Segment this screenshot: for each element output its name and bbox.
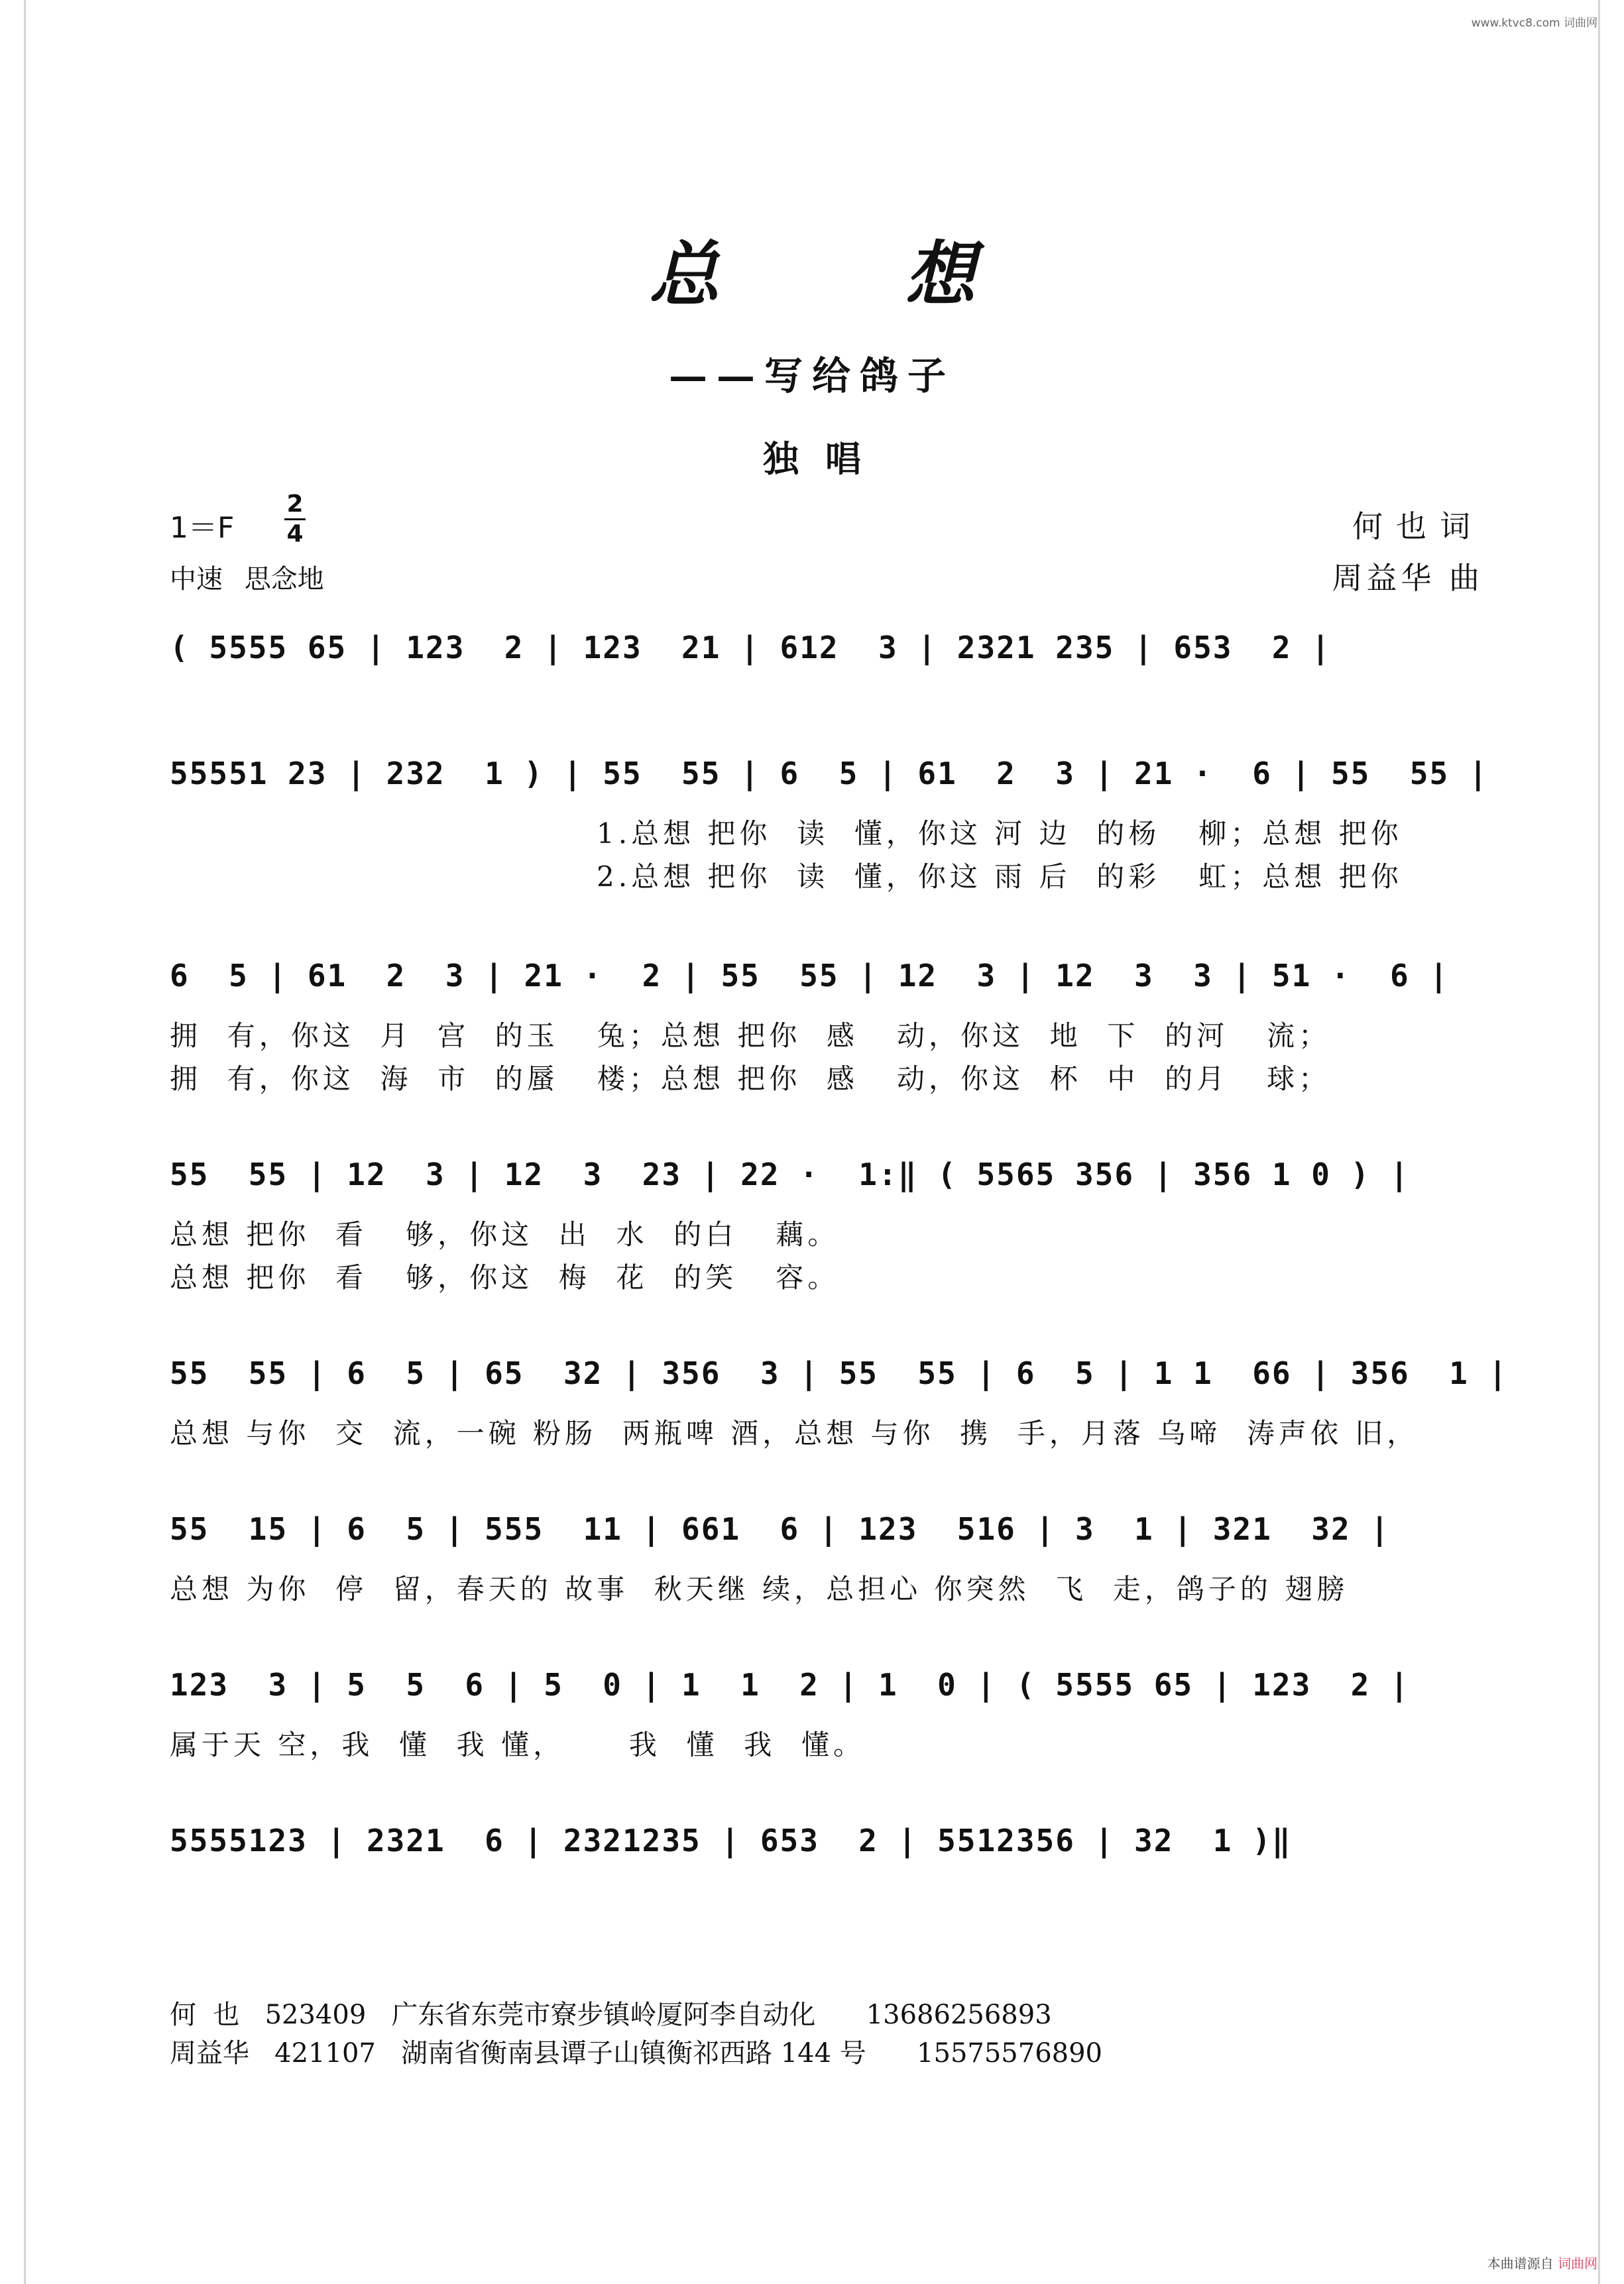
lyric-row-3-verse-2: 拥 有，你这 海 市 的蜃 楼；总想 把你 感 动，你这 杯 中 的月 球； <box>170 1062 1331 1095</box>
lyric-row-4-verse-2: 总想 把你 看 够，你这 梅 花 的笑 容。 <box>170 1261 840 1294</box>
score-row-4: 55 55 | 12 3 | 12 3 23 | 22 · 1:‖ ( 5565 356 | 356 1 0 ) | <box>170 1157 1410 1192</box>
lyric-row-2-verse-2: 2.总想 把你 读 懂，你这 雨 后 的彩 虹；总想 把你 <box>597 860 1403 893</box>
score-row-8: 5555123 | 2321 6 | 2321235 | 653 2 | 5512356 | 32 1 )‖ <box>170 1823 1292 1858</box>
contact-composer: 周益华 421107 湖南省衡南县谭子山镇衡祁西路 144 号 15575576890 <box>170 2038 1102 2069</box>
tempo-marking: 中速 思念地 <box>170 564 324 595</box>
footer-brand[interactable]: 词曲网 <box>1558 2255 1597 2271</box>
composer-credit: 周益华 曲 <box>1332 560 1483 596</box>
page-border <box>24 0 1600 2284</box>
time-signature-top: 2 <box>286 490 304 518</box>
lyric-row-4-verse-1: 总想 把你 看 够，你这 出 水 的白 藕。 <box>170 1218 840 1251</box>
time-signature <box>282 492 308 547</box>
source-footer[interactable] <box>1487 2253 1597 2272</box>
score-row-5: 55 55 | 6 5 | 65 32 | 356 3 | 55 55 | 6 5 | 1 1 66 | 356 1 | <box>170 1355 1509 1391</box>
footer-prefix: 本曲谱源自 <box>1487 2255 1554 2271</box>
key-signature: 1＝F <box>170 511 235 545</box>
score-row-2: 55551 23 | 232 1 ) | 55 55 | 6 5 | 61 2 3 | 21 · 6 | 55 55 | <box>170 756 1489 791</box>
score-row-1: ( 5555 65 | 123 2 | 123 21 | 612 3 | 2321 235 | 653 2 | <box>170 630 1331 665</box>
lyricist-credit: 何也词 <box>1352 508 1483 544</box>
song-subtitle: ——写给鸽子 <box>668 353 955 398</box>
lyric-row-2-verse-1: 1.总想 把你 读 懂，你这 河 边 的杨 柳；总想 把你 <box>597 817 1403 850</box>
left-margin-watermark <box>4 0 16 2284</box>
lyric-row-3-verse-1: 拥 有，你这 月 宫 的玉 兔；总想 把你 感 动，你这 地 下 的河 流； <box>170 1019 1331 1052</box>
lyric-row-6: 总想 为你 停 留，春天的 故事 秋天继 续，总担心 你突然 飞 走，鸽子的 翅膀 <box>170 1573 1349 1605</box>
score-row-6: 55 15 | 6 5 | 555 11 | 661 6 | 123 516 | 3 1 | 321 32 | <box>170 1511 1391 1547</box>
performance-type: 独唱 <box>763 437 888 480</box>
score-row-7: 123 3 | 5 5 6 | 5 0 | 1 1 2 | 1 0 | ( 5555 65 | 123 2 | <box>170 1667 1410 1703</box>
site-url-header[interactable]: www.ktvc8.com 词曲网 <box>1471 17 1597 30</box>
score-row-3: 6 5 | 61 2 3 | 21 · 2 | 55 55 | 12 3 | 12 3 3 | 51 · 6 | <box>170 958 1450 994</box>
lyric-row-5: 总想 与你 交 流，一碗 粉肠 两瓶啤 酒，总想 与你 携 手，月落 乌啼 涛声依 旧， <box>170 1417 1419 1450</box>
time-signature-bottom: 4 <box>286 520 304 547</box>
lyric-row-7: 属于天 空，我 懂 我 懂， 我 懂 我 懂。 <box>170 1729 865 1761</box>
contact-lyricist: 何 也 523409 广东省东莞市寮步镇岭厦阿李自动化 13686256893 <box>170 2000 1052 2030</box>
song-title: 总想 <box>649 233 1161 315</box>
right-margin-watermark <box>1608 0 1620 2284</box>
